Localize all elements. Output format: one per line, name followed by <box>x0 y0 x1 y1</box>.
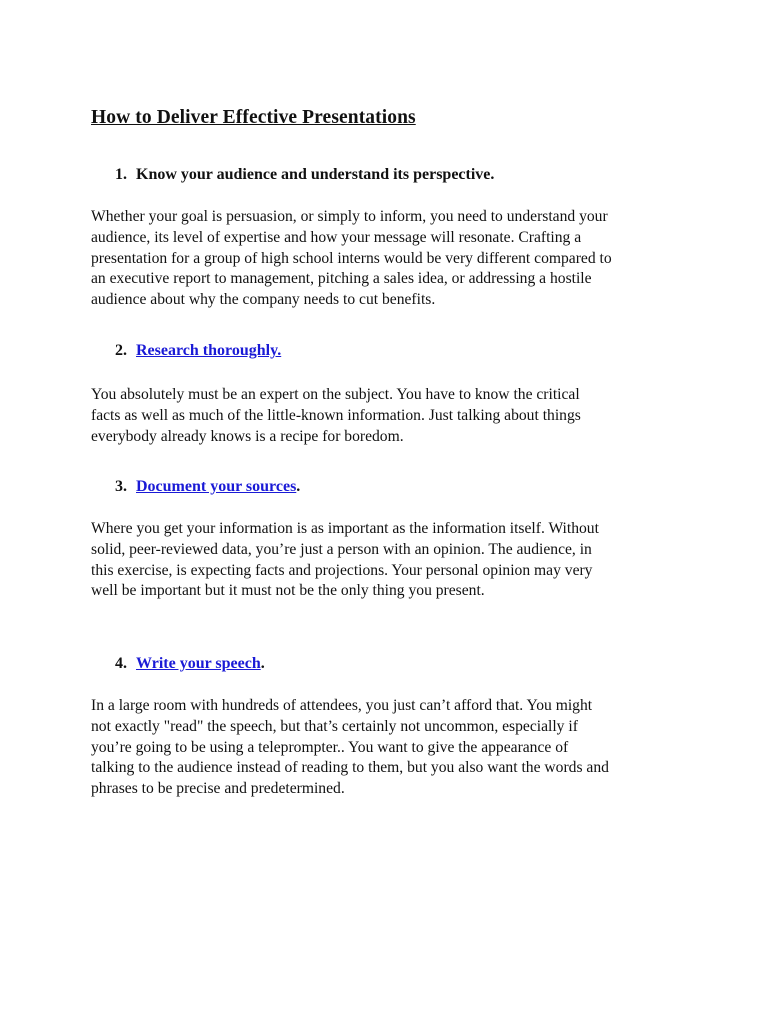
section-3-number: 3. <box>115 478 127 495</box>
section-4-heading-suffix: . <box>260 655 265 672</box>
research-thoroughly-link[interactable]: Research thoroughly. <box>136 342 282 359</box>
document-title: How to Deliver Effective Presentations <box>91 107 416 128</box>
section-1-body: Whether your goal is persuasion, or simply to inform, you need to understand your audience, its level of expertise and how your message will resonate. Crafting a presentation for a group of high school interns would be very different compared to an executive report to management, pitching a sales idea, or addressing a hostile audience about why the company needs to cut benefits. <box>91 208 612 309</box>
document-your-sources-link[interactable]: Document your sources <box>136 478 297 495</box>
section-4-body: In a large room with hundreds of attendees, you just can’t afford that. You might not exactly "read" the speech, but that’s certainly not uncommon, especially if you’re going to be using a teleprompter.. You want to give the appearance of talking to the audience instead of reading to them, but you also want the words and phrases to be precise and predetermined. <box>91 697 609 798</box>
write-your-speech-link[interactable]: Write your speech <box>136 655 261 672</box>
section-4-number: 4. <box>115 655 127 672</box>
section-3-heading-suffix: . <box>296 478 301 495</box>
section-4-heading <box>115 655 265 673</box>
section-1-heading-text: Know your audience and understand its perspective. <box>136 166 495 183</box>
section-3-heading <box>115 478 300 496</box>
section-2-heading <box>115 342 281 360</box>
section-1-heading <box>115 166 494 184</box>
section-2-number: 2. <box>115 342 127 359</box>
section-1-number: 1. <box>115 166 127 183</box>
section-3-body: Where you get your information is as important as the information itself. Without solid, peer-reviewed data, you’re just a person with an opinion. The audience, in this exercise, is expecting facts and projections. Your personal opinion may very well be important but it must not be the only thing you present. <box>91 520 599 600</box>
section-2-body: You absolutely must be an expert on the subject. You have to know the critical facts as well as much of the little-known information. Just talking about things everybody already knows is a recipe for boredom. <box>91 386 581 445</box>
